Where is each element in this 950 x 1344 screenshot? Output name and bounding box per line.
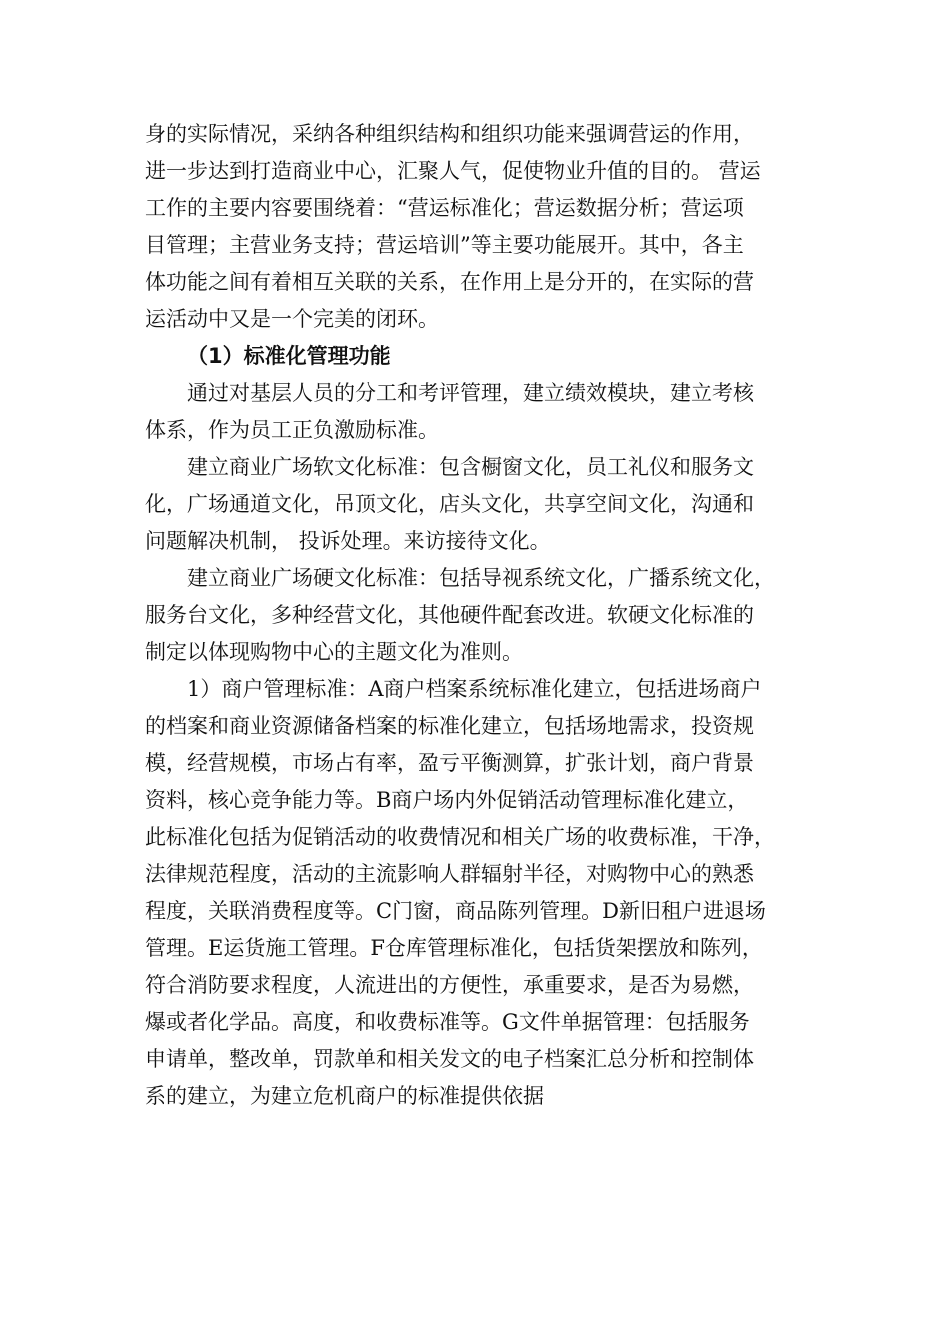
text-line: 制定以体现购物中心的主题文化为准则。 bbox=[145, 640, 523, 664]
text-line: 1）商户管理标准：A商户档案系统标准化建立，包括进场商户 bbox=[187, 677, 762, 701]
text-line: 化，广场通道文化，吊顶文化，店头文化，共享空间文化，沟通和 bbox=[145, 492, 754, 516]
text-line: 爆或者化学品。高度，和收费标准等。G文件单据管理：包括服务 bbox=[145, 1010, 750, 1034]
text-line: 管理。E运货施工管理。F仓库管理标准化，包括货架摆放和陈列， bbox=[145, 936, 763, 960]
text-line: 目管理；主营业务支持；营运培训”等主要功能展开。其中，各主 bbox=[145, 233, 744, 257]
text-line: 模，经营规模，市场占有率，盈亏平衡测算，扩张计划，商户背景 bbox=[145, 751, 754, 775]
text-line: 通过对基层人员的分工和考评管理，建立绩效模块，建立考核 bbox=[187, 381, 754, 405]
text-line: 符合消防要求程度，人流进出的方便性，承重要求，是否为易燃， bbox=[145, 973, 754, 997]
text-line: 此标准化包括为促销活动的收费情况和相关广场的收费标准，干净， bbox=[145, 825, 775, 849]
text-line: 资料，核心竞争能力等。B商户场内外促销活动管理标准化建立， bbox=[145, 788, 749, 812]
text-line: 工作的主要内容要围绕着：“营运标准化；营运数据分析；营运项 bbox=[145, 196, 744, 220]
text-line: 问题解决机制， 投诉处理。来访接待文化。 bbox=[145, 529, 551, 553]
text-line: 体系，作为员工正负激励标准。 bbox=[145, 418, 439, 442]
text-line: 系的建立，为建立危机商户的标准提供依据 bbox=[145, 1084, 544, 1108]
text-line: 服务台文化，多种经营文化，其他硬件配套改进。软硬文化标准的 bbox=[145, 603, 754, 627]
text-line: 法律规范程度，活动的主流影响人群辐射半径，对购物中心的熟悉 bbox=[145, 862, 754, 886]
text-line: 建立商业广场硬文化标准：包括导视系统文化，广播系统文化， bbox=[187, 566, 775, 590]
text-line: 运活动中又是一个完美的闭环。 bbox=[145, 307, 439, 331]
text-line: 程度，关联消费程度等。C门窗，商品陈列管理。D新旧租户进退场 bbox=[145, 899, 766, 923]
text-line: 申请单，整改单，罚款单和相关发文的电子档案汇总分析和控制体 bbox=[145, 1047, 754, 1071]
text-line: 身的实际情况，采纳各种组织结构和组织功能来强调营运的作用， bbox=[145, 122, 754, 146]
body-text bbox=[145, 116, 810, 1115]
text-line: 进一步达到打造商业中心，汇聚人气，促使物业升值的目的。 营运 bbox=[145, 159, 761, 183]
text-line: 的档案和商业资源储备档案的标准化建立，包括场地需求，投资规 bbox=[145, 714, 754, 738]
text-line: 体功能之间有着相互关联的关系，在作用上是分开的，在实际的营 bbox=[145, 270, 754, 294]
section-heading: （1）标准化管理功能 bbox=[187, 344, 391, 368]
text-line: 建立商业广场软文化标准：包含橱窗文化，员工礼仪和服务文 bbox=[187, 455, 754, 479]
